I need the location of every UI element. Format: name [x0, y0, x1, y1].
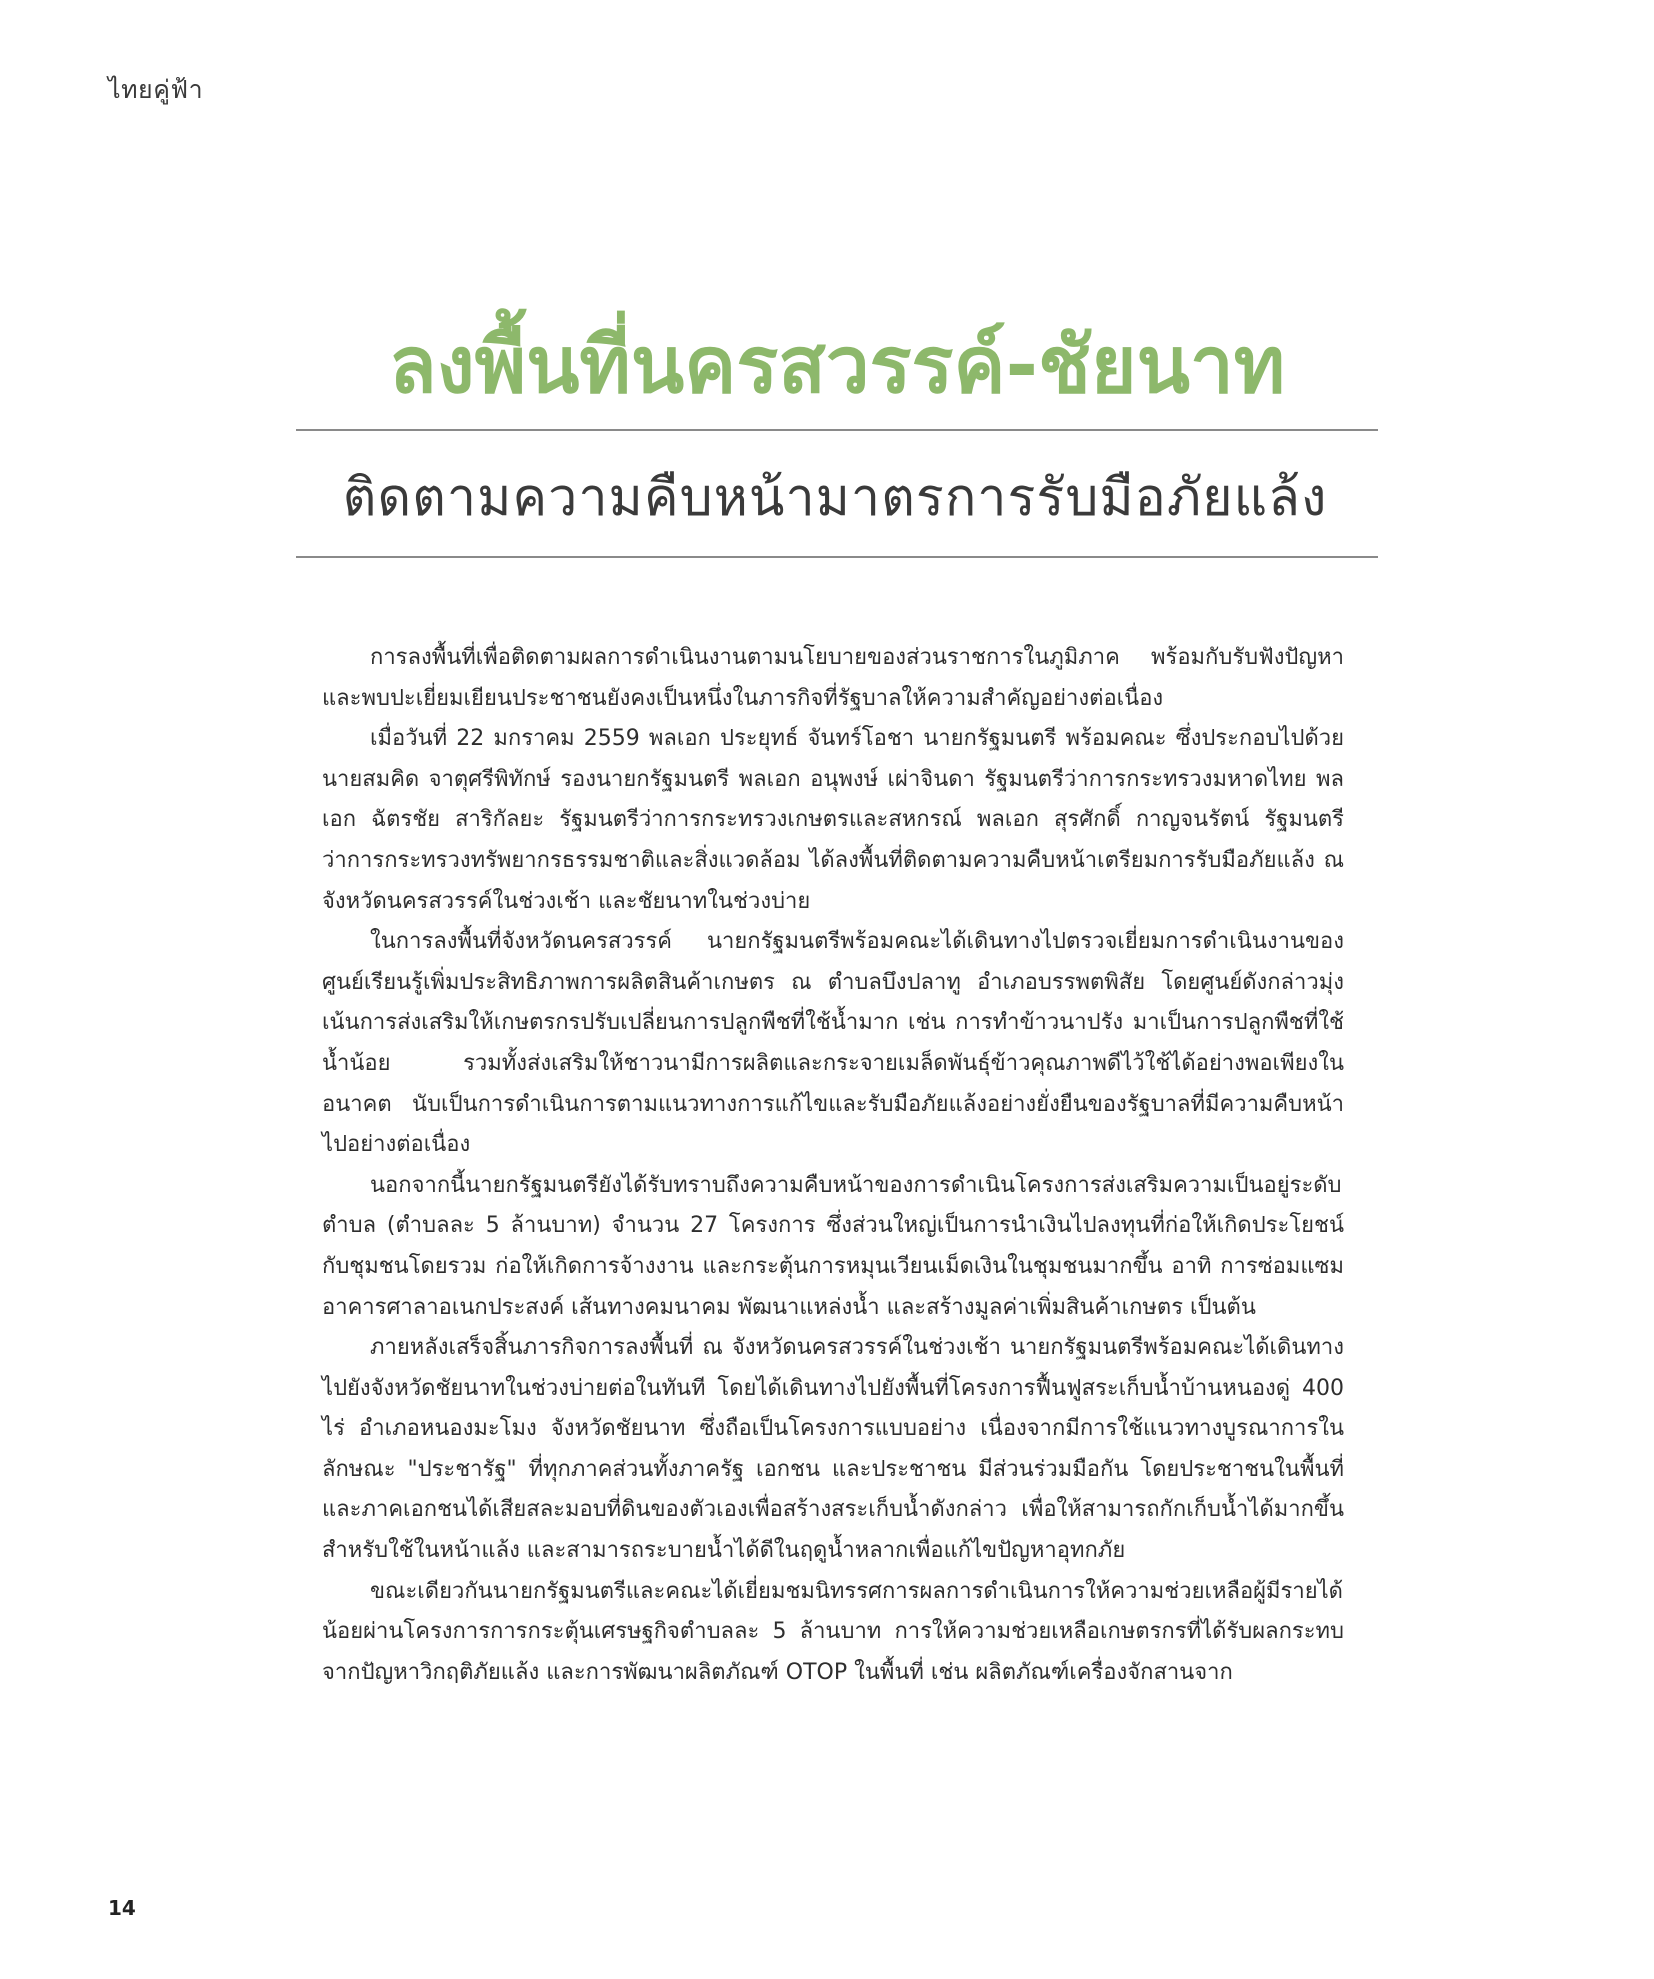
title-divider-top [296, 429, 1378, 431]
body-paragraph: ขณะเดียวกันนายกรัฐมนตรีและคณะได้เยี่ยมชมนิทรรศการผลการดำเนินการให้ความช่วยเหลือผู้มีรายได้น้อยผ่านโครงการการกระตุ้นเศรษฐกิจตำบลละ 5 ล้านบาท การให้ความช่วยเหลือเกษตรกรที่ได้รับผลกระทบจากปัญหาวิกฤติภัยแล้ง และการพัฒนาผลิตภัณฑ์ OTOP ในพื้นที่ เช่น ผลิตภัณฑ์เครื่องจักสานจาก [322, 1578, 1344, 1685]
title-divider-bottom [296, 556, 1378, 558]
body-paragraph: เมื่อวันที่ 22 มกราคม 2559 พลเอก ประยุทธ์ จันทร์โอชา นายกรัฐมนตรี พร้อมคณะ ซึ่งประกอบไปด้วย นายสมคิด จาตุศรีพิทักษ์ รองนายกรัฐมนตรี พลเอก อนุพงษ์ เผ่าจินดา รัฐมนตรีว่าการกระทรวงมหาดไทย พลเอก ฉัตรชัย สาริกัลยะ รัฐมนตรีว่าการกระทรวงเกษตรและสหกรณ์ พลเอก สุรศักดิ์ กาญจนรัตน์ รัฐมนตรีว่าการกระทรวงทรัพยากรธรรมชาติและสิ่งแวดล้อม ได้ลงพื้นที่ติดตามความคืบหน้าเตรียมการรับมือภัยแล้ง ณ จังหวัดนครสวรรค์ในช่วงเช้า และชัยนาทในช่วงบ่าย [322, 726, 1344, 914]
running-header: ไทยคู่ฟ้า [108, 75, 204, 104]
body-paragraph: การลงพื้นที่เพื่อติดตามผลการดำเนินงานตามนโยบายของส่วนราชการในภูมิภาค พร้อมกับรับฟังปัญหาและพบปะเยี่ยมเยียนประชาชนยังคงเป็นหนึ่งในภารกิจที่รัฐบาลให้ความสำคัญอย่างต่อเนื่อง [322, 645, 1344, 711]
page-number: 14 [108, 1896, 136, 1920]
body-paragraph: ในการลงพื้นที่จังหวัดนครสวรรค์ นายกรัฐมนตรีพร้อมคณะได้เดินทางไปตรวจเยี่ยมการดำเนินงานของศูนย์เรียนรู้เพิ่มประสิทธิภาพการผลิตสินค้าเกษตร ณ ตำบลบึงปลาทู อำเภอบรรพตพิสัย โดยศูนย์ดังกล่าวมุ่งเน้นการส่งเสริมให้เกษตรกรปรับเปลี่ยนการปลูกพืชที่ใช้น้ำมาก เช่น การทำข้าวนาปรัง มาเป็นการปลูกพืชที่ใช้น้ำน้อย รวมทั้งส่งเสริมให้ชาวนามีการผลิตและกระจายเมล็ดพันธุ์ข้าวคุณภาพดีไว้ใช้ได้อย่างพอเพียงในอนาคต นับเป็นการดำเนินการตามแนวทางการแก้ไขและรับมือภัยแล้งอย่างยั่งยืนของรัฐบาลที่มีความคืบหน้าไปอย่างต่อเนื่อง [322, 929, 1344, 1158]
article-subtitle: ติดตามความคืบหน้ามาตรการรับมือภัยแล้ง [342, 468, 1328, 528]
body-paragraph: นอกจากนี้นายกรัฐมนตรียังได้รับทราบถึงความคืบหน้าของการดำเนินโครงการส่งเสริมความเป็นอยู่ระดับตำบล (ตำบลละ 5 ล้านบาท) จำนวน 27 โครงการ ซึ่งส่วนใหญ่เป็นการนำเงินไปลงทุนที่ก่อให้เกิดประโยชน์กับชุมชนโดยรวม ก่อให้เกิดการจ้างงาน และกระตุ้นการหมุนเวียนเม็ดเงินในชุมชนมากขึ้น อาทิ การซ่อมแซมอาคารศาลาอเนกประสงค์ เส้นทางคมนาคม พัฒนาแหล่งน้ำ และสร้างมูลค่าเพิ่มสินค้าเกษตร เป็นต้น [322, 1172, 1344, 1320]
article-body [322, 638, 1344, 1693]
body-paragraph: ภายหลังเสร็จสิ้นภารกิจการลงพื้นที่ ณ จังหวัดนครสวรรค์ในช่วงเช้า นายกรัฐมนตรีพร้อมคณะได้เดินทางไปยังจังหวัดชัยนาทในช่วงบ่ายต่อในทันที โดยได้เดินทางไปยังพื้นที่โครงการฟื้นฟูสระเก็บน้ำบ้านหนองดู่ 400 ไร่ อำเภอหนองมะโมง จังหวัดชัยนาท ซึ่งถือเป็นโครงการแบบอย่าง เนื่องจากมีการใช้แนวทางบูรณาการในลักษณะ "ประชารัฐ" ที่ทุกภาคส่วนทั้งภาครัฐ เอกชน และประชาชน มีส่วนร่วมมือกัน โดยประชาชนในพื้นที่และภาคเอกชนได้เสียสละมอบที่ดินของตัวเองเพื่อสร้างสระเก็บน้ำดังกล่าว เพื่อให้สามารถกักเก็บน้ำได้มากขึ้นสำหรับใช้ในหน้าแล้ง และสามารถระบายน้ำได้ดีในฤดูน้ำหลากเพื่อแก้ไขปัญหาอุทกภัย [322, 1335, 1344, 1564]
article-title: ลงพื้นที่นครสวรรค์-ชัยนาท [388, 321, 1286, 411]
